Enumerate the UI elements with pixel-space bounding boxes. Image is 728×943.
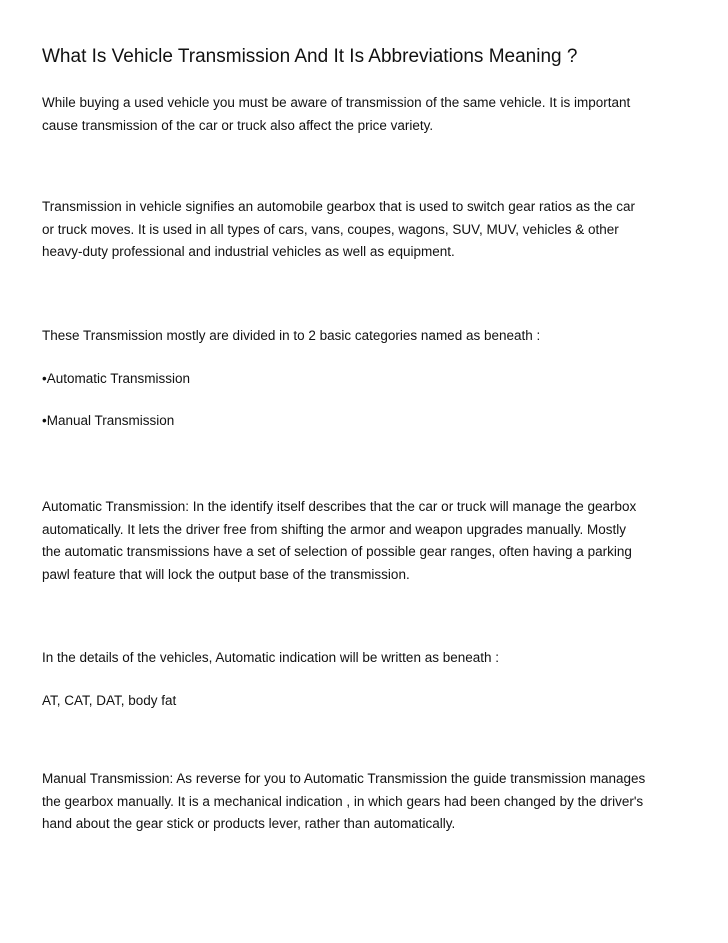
paragraph-line: the gearbox manually. It is a mechanical indication , in which gears had been changed by the driver's — [42, 793, 644, 809]
paragraph-line: While buying a used vehicle you must be aware of transmission of the same vehicle. It is important — [42, 95, 631, 110]
paragraph-line: hand about the gear stick or products lever, rather than automatically. — [42, 816, 456, 831]
paragraph-automatic-transmission — [42, 496, 702, 586]
paragraph-line: the automatic transmissions have a set of selection of possible gear ranges, often having a parking — [42, 544, 632, 559]
paragraph-line: AT, CAT, DAT, body fat — [42, 693, 177, 708]
paragraph-line: Transmission in vehicle signifies an automobile gearbox that is used to switch gear ratios as the car — [42, 199, 636, 214]
paragraph-line: heavy-duty professional and industrial vehicles as well as equipment. — [42, 244, 455, 259]
paragraph-definition — [42, 196, 702, 264]
paragraph-line: In the details of the vehicles, Automatic indication will be written as beneath : — [42, 650, 500, 665]
bullet-manual — [42, 410, 702, 433]
paragraph-line: automatically. It lets the driver free from shifting the armor and weapon upgrades manually. Mostly — [42, 521, 627, 537]
paragraph-abbreviations — [42, 690, 702, 713]
paragraph-line: These Transmission mostly are divided in to 2 basic categories named as beneath : — [42, 328, 541, 343]
paragraph-line: Manual Transmission: As reverse for you to Automatic Transmission the guide transmission manages — [42, 771, 646, 786]
bullet-automatic — [42, 368, 702, 391]
paragraph-line: pawl feature that will lock the output base of the transmission. — [42, 566, 410, 582]
page-title: What Is Vehicle Transmission And It Is Abbreviations Meaning ? — [42, 46, 578, 67]
bullet-line: •Manual Transmission — [42, 413, 175, 428]
bullet-line: •Automatic Transmission — [42, 371, 191, 386]
paragraph-manual-transmission — [42, 768, 702, 836]
paragraph-intro — [42, 92, 702, 137]
paragraph-line: Automatic Transmission: In the identify itself describes that the car or truck will manage the gearbox — [42, 499, 637, 514]
paragraph-line: or truck moves. It is used in all types of cars, vans, coupes, wagons, SUV, MUV, vehicles & other — [42, 221, 619, 237]
paragraph-automatic-indication — [42, 647, 702, 670]
paragraph-line: cause transmission of the car or truck also affect the price variety. — [42, 117, 434, 133]
paragraph-categories — [42, 325, 702, 348]
